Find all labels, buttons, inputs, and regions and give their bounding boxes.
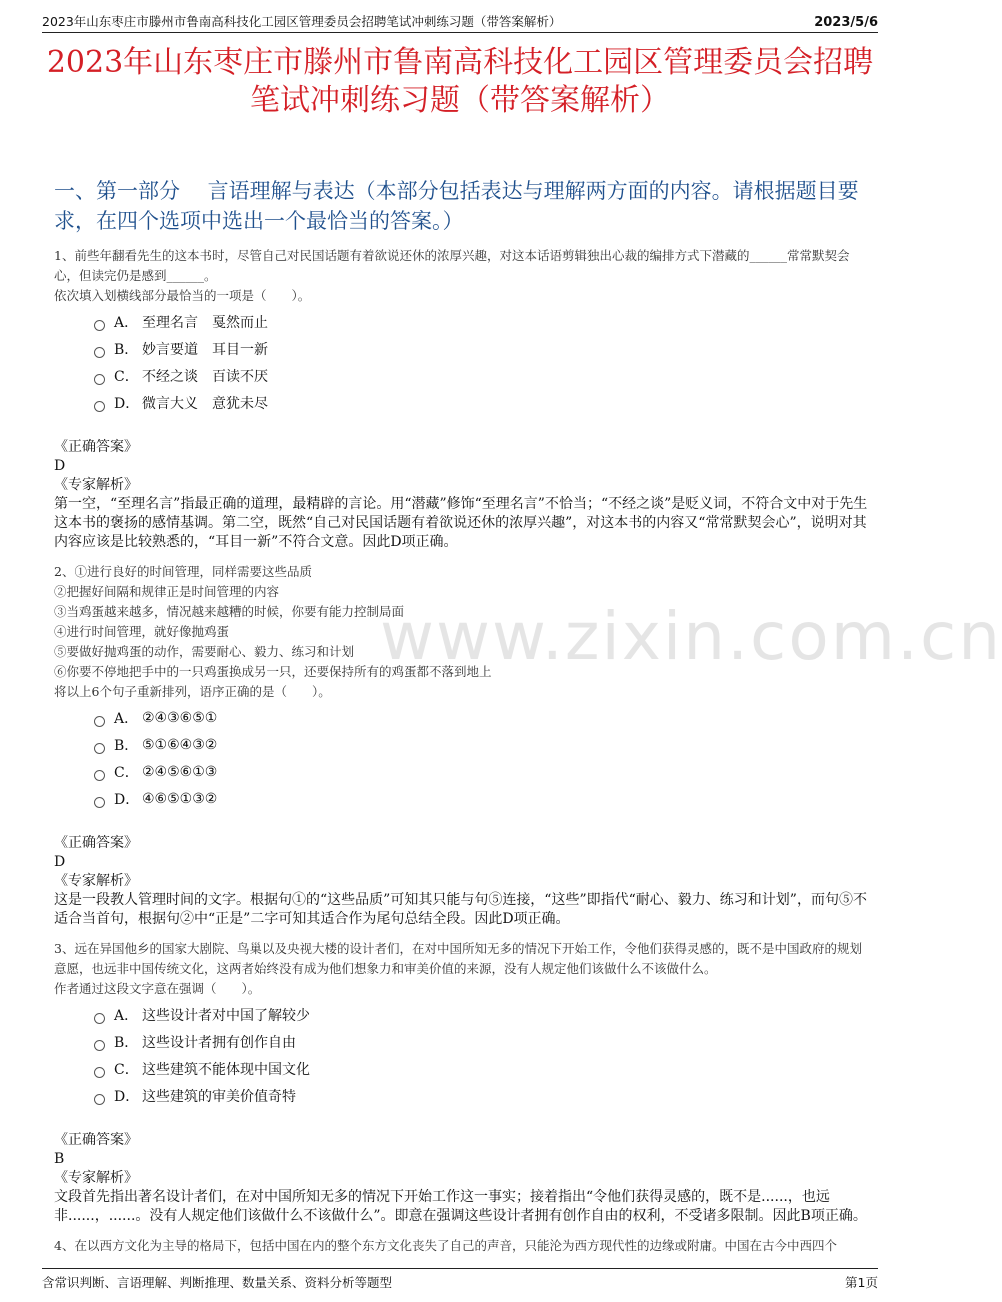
radio-icon[interactable] (94, 770, 105, 781)
option-c[interactable]: C． 这些建筑不能体现中国文化 (94, 1055, 868, 1082)
analysis-text: 第一空，“至理名言”指最正确的道理，最精辟的言论。用“潜藏”修饰“至理名言”不恰当；“不经之谈”是贬义词，不符合文中对于先生这本书的褒扬的感情基调。第二空，既然“自己对民国话题有着欲说还休的浓厚兴趣”，对这本书的内容又“常常默契会心”，说明对其内容应该是比较熟悉的，“耳目一新”不符合文意。因此D项正确。 (54, 496, 868, 550)
page-footer (42, 1268, 878, 1291)
radio-icon[interactable] (94, 1013, 105, 1024)
answer-label: 《正确答案》 (54, 439, 138, 455)
questions-container (54, 246, 868, 1256)
question-1 (54, 246, 868, 552)
option-a[interactable]: A． ②④③⑥⑤① (94, 704, 868, 731)
question-text: 2、①进行良好的时间管理，同样需要这些品质 ②把握好间隔和规律正是时间管理的内容 ③当鸡蛋越来越多，情况越来越糟的时候，你要有能力控制局面 ④进行时间管理，就好像抛鸡蛋 ⑤要做好抛鸡蛋的动作，需要耐心、毅力、练习和计划 ⑥你要不停地把手中的一只鸡蛋换成另一只，还要保持所有的鸡蛋都不落到地上 将以上6个句子重新排列，语序正确的是（ ）。 (54, 564, 492, 699)
header-doc-title: 2023年山东枣庄市滕州市鲁南高科技化工园区管理委员会招聘笔试冲刺练习题（带答案解析） (42, 14, 562, 29)
page-number: 第1页 (845, 1275, 878, 1290)
footer-description: 含常识判断、言语理解、判断推理、数量关系、资料分析等题型 (42, 1275, 393, 1290)
question-2 (54, 562, 868, 929)
analysis-text: 文段首先指出著名设计者们，在对中国所知无多的情况下开始工作这一事实；接着指出“令他们获得灵感的，既不是......，也远非......，......。没有人规定他们该做什么不该做什么”。即意在强调这些设计者拥有创作自由的权利，不受诸多限制。因此B项正确。 (54, 1189, 867, 1224)
radio-icon[interactable] (94, 347, 105, 358)
question-3 (54, 939, 868, 1226)
option-b[interactable]: B． 妙言要道 耳目一新 (94, 335, 868, 362)
analysis-label: 《专家解析》 (54, 1170, 138, 1186)
answer-label: 《正确答案》 (54, 1132, 138, 1148)
header-date: 2023/5/6 (814, 15, 878, 30)
document-title: 2023年山东枣庄市滕州市鲁南高科技化工园区管理委员会招聘笔试冲刺练习题（带答案解析） (46, 45, 874, 118)
watermark: www.zixin.com.cn (380, 598, 1002, 675)
answer-block (54, 1131, 868, 1226)
radio-icon[interactable] (94, 1067, 105, 1078)
radio-icon[interactable] (94, 401, 105, 412)
option-list (94, 308, 868, 416)
question-4-start: 4、在以西方文化为主导的格局下，包括中国在内的整个东方文化丧失了自己的声音，只能沦为西方现代性的边缘或附庸。中国在古今中西四个 (54, 1238, 837, 1253)
option-c[interactable]: C． 不经之谈 百读不厌 (94, 362, 868, 389)
answer-value: B (54, 1151, 65, 1167)
question-text: 3、远在异国他乡的国家大剧院、鸟巢以及央视大楼的设计者们，在对中国所知无多的情况下开始工作，令他们获得灵感的，既不是中国政府的规划意愿，也远非中国传统文化，这两者始终没有成为他们想象力和审美价值的来源，没有人规定他们该做什么不该做什么。 作者通过这段文字意在强调（ ）。 (54, 941, 862, 996)
option-list (94, 1001, 868, 1109)
analysis-text: 这是一段教人管理时间的文字。根据句①的“这些品质”可知其只能与句⑤连接，“这些”即指代“耐心、毅力、练习和计划”，而句⑤不适合当首句，根据句②中“正是”二字可知其适合作为尾句总结全段。因此D项正确。 (54, 892, 867, 927)
option-b[interactable]: B． ⑤①⑥④③② (94, 731, 868, 758)
analysis-label: 《专家解析》 (54, 873, 138, 889)
option-d[interactable]: D． ④⑥⑤①③② (94, 785, 868, 812)
answer-block (54, 438, 868, 552)
option-list (94, 704, 868, 812)
answer-label: 《正确答案》 (54, 835, 138, 851)
page-header (42, 10, 878, 33)
option-d[interactable]: D． 微言大义 意犹未尽 (94, 389, 868, 416)
option-a[interactable]: A． 这些设计者对中国了解较少 (94, 1001, 868, 1028)
radio-icon[interactable] (94, 320, 105, 331)
radio-icon[interactable] (94, 743, 105, 754)
radio-icon[interactable] (94, 1040, 105, 1051)
answer-block (54, 834, 868, 929)
analysis-label: 《专家解析》 (54, 477, 138, 493)
radio-icon[interactable] (94, 374, 105, 385)
option-d[interactable]: D． 这些建筑的审美价值奇特 (94, 1082, 868, 1109)
radio-icon[interactable] (94, 797, 105, 808)
radio-icon[interactable] (94, 716, 105, 727)
option-b[interactable]: B． 这些设计者拥有创作自由 (94, 1028, 868, 1055)
question-text: 1、前些年翻看先生的这本书时，尽管自己对民国话题有着欲说还休的浓厚兴趣，对这本话语剪辑独出心裁的编排方式下潜藏的______常常默契会心，但读完仍是感到______。 依次填入划横线部分最恰当的一项是（ ）。 (54, 248, 850, 303)
option-c[interactable]: C． ②④⑤⑥①③ (94, 758, 868, 785)
answer-value: D (54, 458, 66, 474)
radio-icon[interactable] (94, 1094, 105, 1105)
answer-value: D (54, 854, 66, 870)
option-a[interactable]: A． 至理名言 戛然而止 (94, 308, 868, 335)
section-heading: 一、第一部分 言语理解与表达（本部分包括表达与理解两方面的内容。请根据题目要求，在四个选项中选出一个最恰当的答案。） (54, 179, 859, 233)
